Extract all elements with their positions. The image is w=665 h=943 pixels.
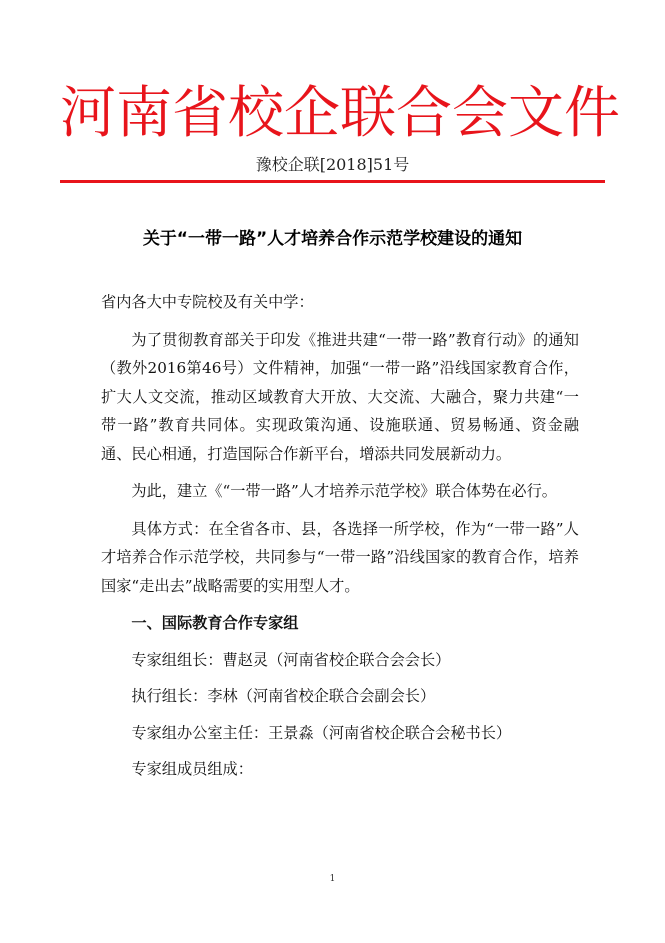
list-item: 执行组长：李林（河南省校企联合会副会长） — [131, 687, 436, 705]
notice-title: 关于“一带一路”人才培养合作示范学校建设的通知 — [142, 229, 523, 249]
list-item: 专家组成员组成： — [131, 760, 253, 778]
section-heading: 一、国际教育合作专家组 — [131, 614, 299, 632]
document-number: 豫校企联[2018]51号 — [255, 155, 410, 174]
list-item: 专家组组长：曹赵灵（河南省校企联合会会长） — [131, 650, 451, 669]
list-item: 专家组办公室主任：王景淼（河南省校企联合会秘书长） — [131, 723, 512, 742]
page-number: 1 — [329, 874, 336, 884]
salutation: 省内各大中专院校及有关中学： — [101, 293, 314, 311]
document-body — [101, 288, 579, 792]
body-paragraph: 具体方式：在全省各市、县，各选择一所学校，作为“一带一路”人才培养合作示范学校，共同参与“一带一路”沿线国家的教育合作，培养国家“走出去”战略需要的实用型人才。 — [101, 519, 579, 595]
masthead-title: 河南省校企联合会文件 — [60, 81, 620, 146]
body-paragraph: 为了贯彻教育部关于印发《推进共建“一带一路”教育行动》的通知（教外2016第46号）文件精神，加强“一带一路”沿线国家教育合作，扩大人文交流，推动区域教育大开放、大交流、大融合，聚力共建“一带一路”教育共同体。实现政策沟通、设施联通、贸易畅通、资金融通、民心相通，打造国际合作新平台，增添共同发展新动力。 — [101, 330, 579, 463]
red-divider-line — [60, 180, 605, 183]
body-paragraph: 为此，建立《“一带一路”人才培养示范学校》联合体势在必行。 — [131, 482, 557, 500]
